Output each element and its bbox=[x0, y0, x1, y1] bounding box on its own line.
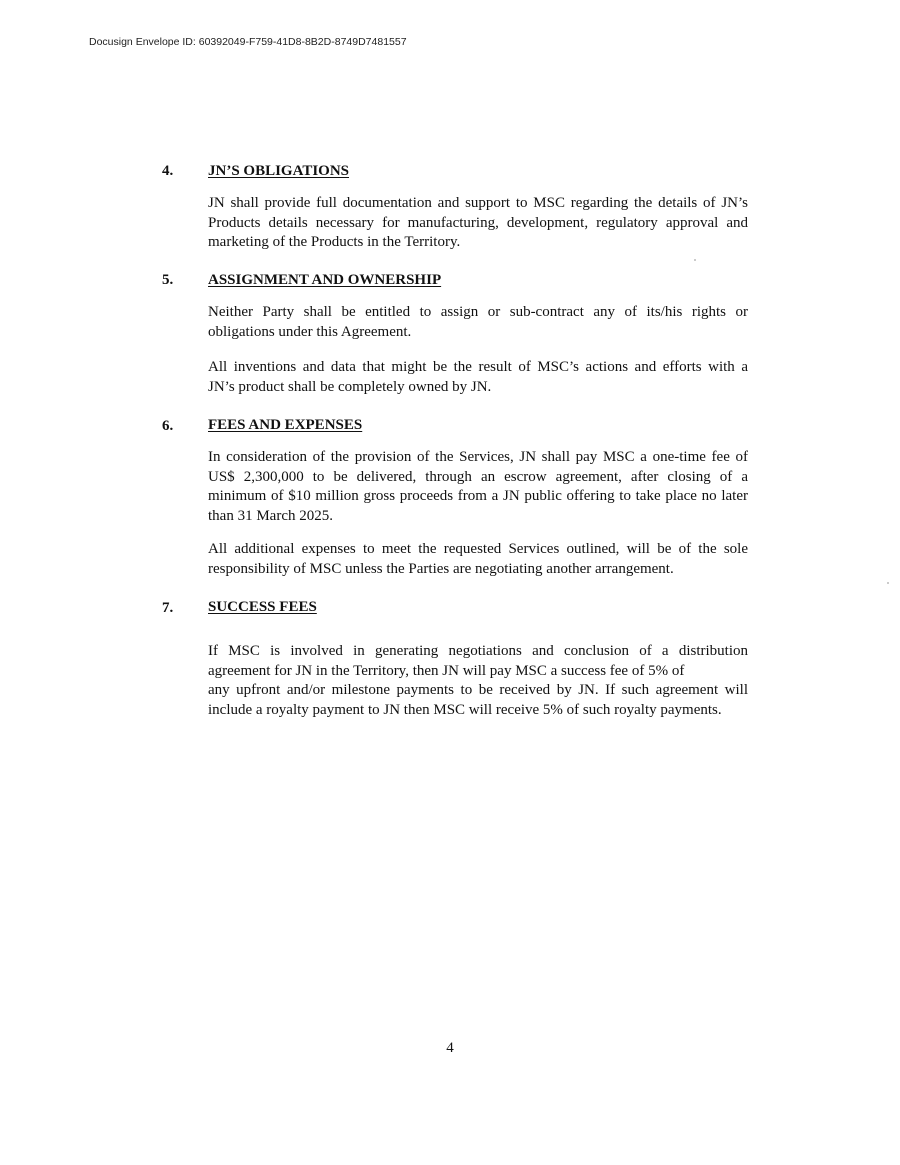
section-number: 6. bbox=[162, 418, 174, 434]
paragraph-line: Neither Party shall be entitled to assign or sub-contract any of its/his rights or bbox=[208, 304, 748, 320]
paragraph-line: any upfront and/or milestone payments to be received by JN. If such agreement will bbox=[208, 682, 748, 698]
section-paragraph bbox=[208, 540, 748, 579]
section-title: ASSIGNMENT AND OWNERSHIP bbox=[208, 272, 442, 288]
section-paragraph bbox=[208, 194, 748, 253]
paragraph-line: If MSC is involved in generating negotiations and conclusion of a distribution bbox=[208, 643, 748, 659]
section-paragraph bbox=[208, 303, 748, 342]
paragraph-line: than 31 March 2025. bbox=[208, 507, 333, 524]
section-paragraph bbox=[208, 448, 748, 526]
section-title: SUCCESS FEES bbox=[208, 599, 317, 615]
scan-speck bbox=[887, 582, 889, 584]
section-number: 5. bbox=[162, 272, 174, 288]
scan-speck bbox=[694, 259, 696, 261]
paragraph-line: include a royalty payment to JN then MSC will receive 5% of such royalty payments. bbox=[208, 701, 722, 718]
page-number: 4 bbox=[446, 1040, 454, 1056]
paragraph-line: minimum of $10 million gross proceeds from a JN public offering to take place no later bbox=[208, 488, 748, 504]
paragraph-line: Products details necessary for manufacturing, development, regulatory approval and bbox=[208, 214, 748, 231]
paragraph-line: All additional expenses to meet the requested Services outlined, will be of the sole bbox=[208, 541, 748, 557]
section-paragraph bbox=[208, 642, 748, 720]
section-title: FEES AND EXPENSES bbox=[208, 417, 363, 433]
section-title: JN’S OBLIGATIONS bbox=[208, 163, 350, 179]
paragraph-line: US$ 2,300,000 to be delivered, through an escrow agreement, after closing of a bbox=[208, 468, 748, 485]
section-number: 4. bbox=[162, 163, 174, 179]
paragraph-line: All inventions and data that might be the result of MSC’s actions and efforts with a bbox=[208, 359, 748, 375]
paragraph-line: marketing of the Products in the Territory. bbox=[208, 234, 461, 250]
section-number: 7. bbox=[162, 600, 174, 616]
paragraph-line: responsibility of MSC unless the Parties are negotiating another arrangement. bbox=[208, 560, 674, 577]
paragraph-line: obligations under this Agreement. bbox=[208, 323, 412, 340]
docusign-envelope-id: Docusign Envelope ID: 60392049-F759-41D8-8B2D-8749D7481557 bbox=[89, 36, 407, 48]
paragraph-line: agreement for JN in the Territory, then JN will pay MSC a success fee of 5% of bbox=[208, 662, 685, 679]
paragraph-line: JN’s product shall be completely owned by JN. bbox=[208, 378, 492, 395]
section-paragraph bbox=[208, 358, 748, 397]
paragraph-line: JN shall provide full documentation and support to MSC regarding the details of JN’s bbox=[208, 195, 748, 211]
paragraph-line: In consideration of the provision of the Services, JN shall pay MSC a one-time fee of bbox=[208, 449, 748, 465]
